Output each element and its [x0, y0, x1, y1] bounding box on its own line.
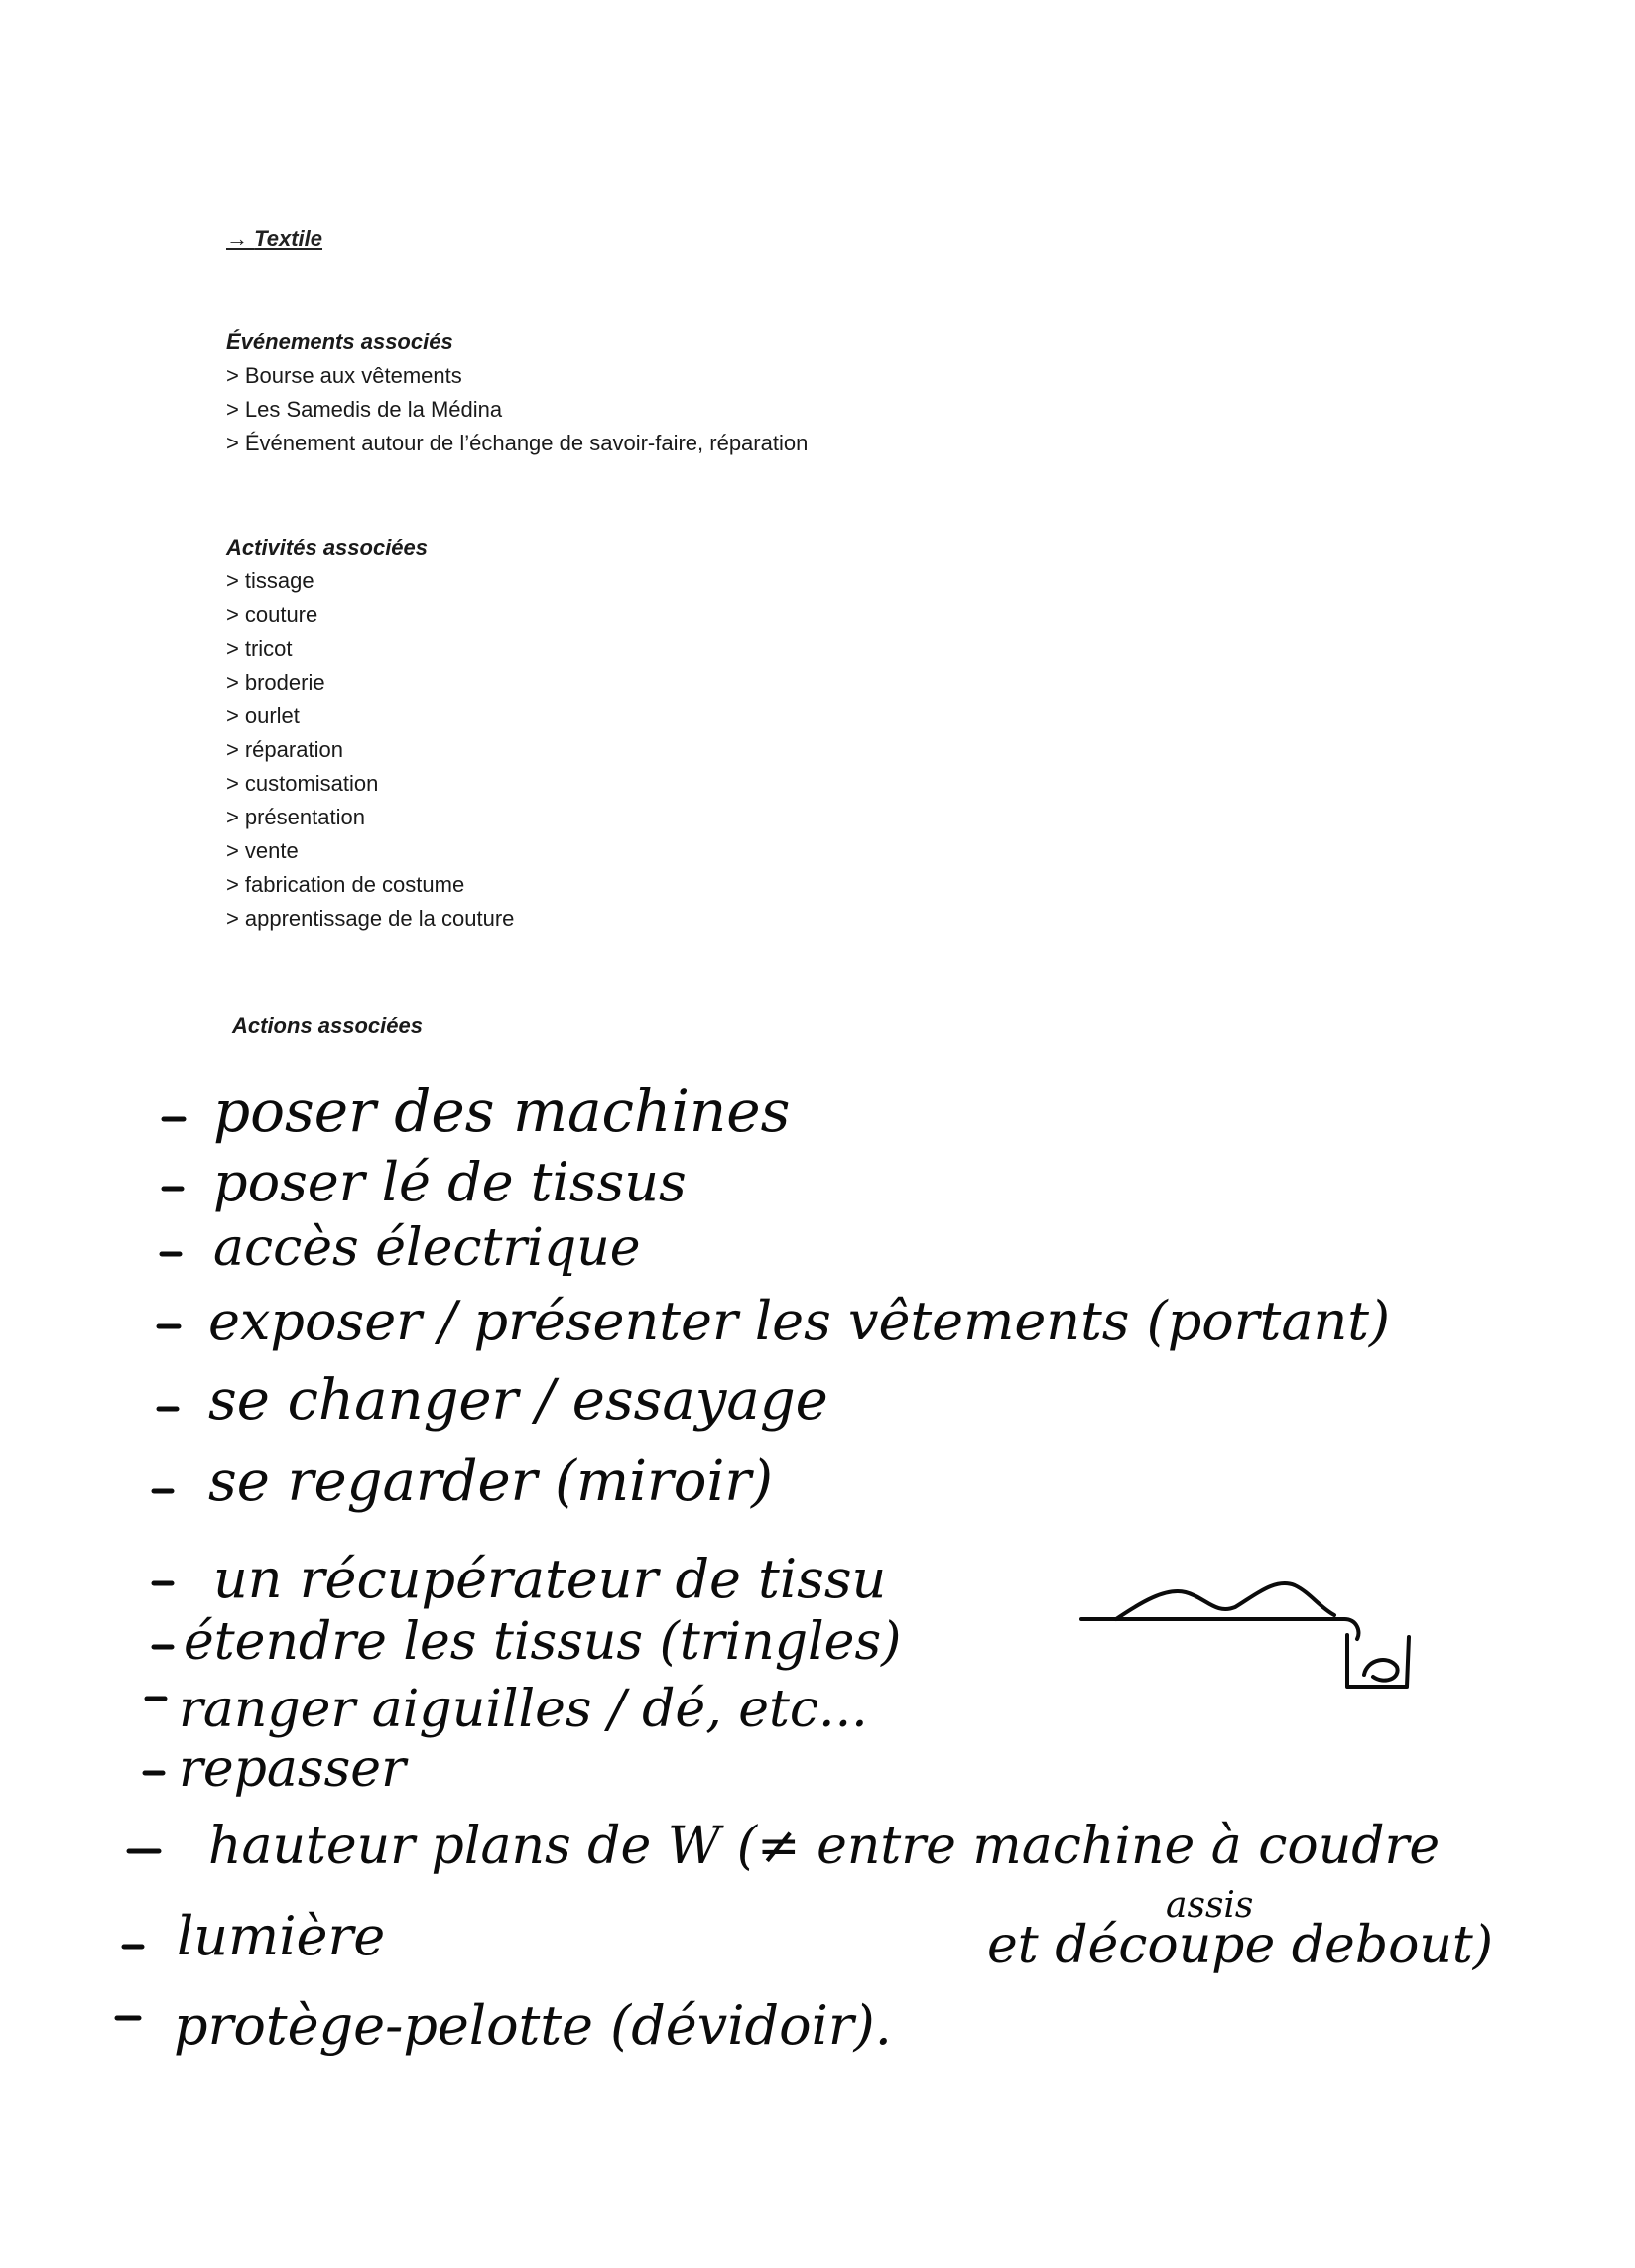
list-item: > présentation — [226, 805, 365, 829]
handwritten-line: se changer / essayage — [208, 1368, 828, 1433]
handwritten-line: accès électrique — [213, 1218, 641, 1278]
events-title: Événements associés — [226, 329, 453, 354]
handwritten-line: protège-pelotte (dévidoir). — [174, 1994, 892, 2057]
handwritten-line: se regarder (miroir) — [208, 1449, 774, 1514]
handwritten-line: un récupérateur de tissu — [213, 1548, 887, 1610]
list-item: > réparation — [226, 737, 343, 762]
handwritten-line: repasser — [179, 1739, 406, 1799]
handwritten-line: et découpe debout) — [987, 1916, 1494, 1975]
list-item: > couture — [226, 602, 318, 627]
handwritten-line: exposer / présenter les vêtements (portant) — [208, 1290, 1391, 1352]
arrow-icon: → — [226, 226, 248, 251]
activities-title: Activités associées — [226, 535, 429, 560]
fabric-recuperator-sketch — [1081, 1583, 1409, 1687]
list-item: > tricot — [226, 636, 293, 661]
handwritten-line: poser des machines — [213, 1077, 791, 1145]
list-item: > Les Samedis de la Médina — [226, 397, 503, 422]
list-item: > tissage — [226, 568, 314, 593]
handwritten-line: étendre les tissus (tringles) — [184, 1612, 902, 1672]
handwritten-line: ranger aiguilles / dé, etc... — [179, 1680, 868, 1739]
list-item: > Bourse aux vêtements — [226, 363, 462, 388]
list-item: > ourlet — [226, 703, 300, 728]
actions-title: Actions associées — [232, 1013, 423, 1038]
list-item: > fabrication de costume — [226, 872, 465, 897]
heading-title: Textile — [254, 226, 323, 251]
handwritten-line: lumière — [177, 1905, 386, 1967]
list-item: > broderie — [226, 670, 325, 694]
list-item: > Événement autour de l’échange de savoir-faire, réparation — [226, 431, 809, 455]
list-item: > apprentissage de la couture — [226, 906, 515, 931]
list-item: > customisation — [226, 771, 379, 796]
list-item: > vente — [226, 838, 299, 863]
handwritten-line: poser lé de tissus — [213, 1151, 687, 1213]
handwritten-line: hauteur plans de W (≠ entre machine à coudre — [208, 1817, 1441, 1876]
handwritten-line: assis — [1166, 1885, 1254, 1926]
